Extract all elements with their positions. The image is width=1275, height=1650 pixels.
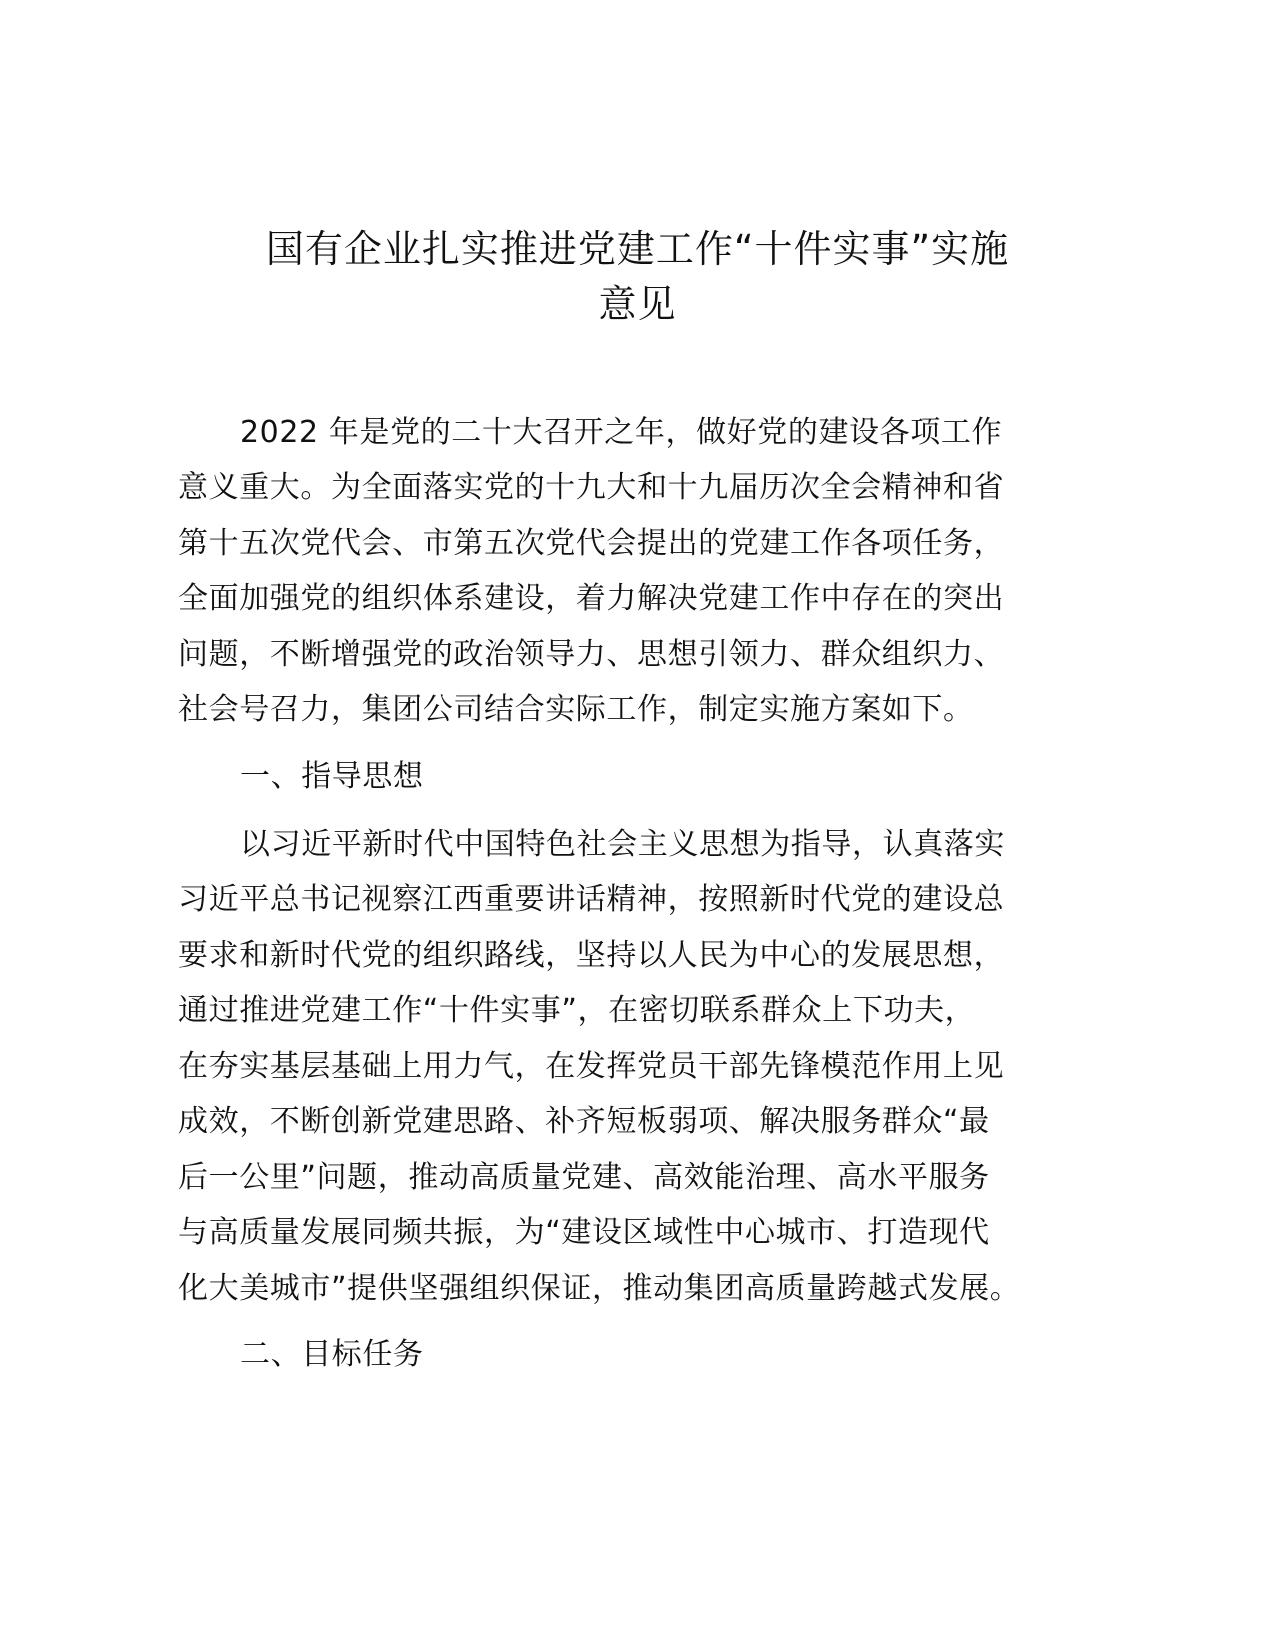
text-line: 全面加强党的组织体系建设，着力解决党建工作中存在的突出	[178, 581, 1005, 616]
text-line: 通过推进党建工作“十件实事”，在密切联系群众上下功夫，	[178, 993, 976, 1028]
text-line: 以习近平新时代中国特色社会主义思想为指导，认真落实	[240, 827, 1005, 862]
section-heading-2: 二、目标任务	[240, 1337, 424, 1372]
text-line: 要求和新时代党的组织路线，坚持以人民为中心的发展思想，	[178, 938, 1005, 973]
text-line: 2022 年是党的二十大召开之年，做好党的建设各项工作	[240, 415, 1003, 450]
text-line: 社会号召力，集团公司结合实际工作，制定实施方案如下。	[178, 692, 974, 727]
document-title-line-2: 意见	[598, 282, 677, 326]
text-line: 成效，不断创新党建思路、补齐短板弱项、解决服务群众“最	[178, 1104, 990, 1139]
text-line: 习近平总书记视察江西重要讲话精神，按照新时代党的建设总	[178, 882, 1005, 917]
text-line: 第十五次党代会、市第五次党代会提出的党建工作各项任务，	[178, 526, 1005, 561]
text-line: 问题，不断增强党的政治领导力、思想引领力、群众组织力、	[178, 637, 1005, 672]
text-line: 与高质量发展同频共振，为“建设区域性中心城市、打造现代	[178, 1215, 990, 1250]
text-line: 化大美城市”提供坚强组织保证，推动集团高质量跨越式发展。	[178, 1271, 1021, 1306]
text-line: 意义重大。为全面落实党的十九大和十九届历次全会精神和省	[178, 470, 1005, 505]
text-line: 后一公里”问题，推动高质量党建、高效能治理、高水平服务	[178, 1160, 990, 1195]
section-heading-1: 一、指导思想	[240, 759, 424, 794]
text-line: 在夯实基层基础上用力气，在发挥党员干部先锋模范作用上见	[178, 1049, 1005, 1084]
document-title-line-1: 国有企业扎实推进党建工作“十件实事”实施	[265, 227, 1010, 271]
